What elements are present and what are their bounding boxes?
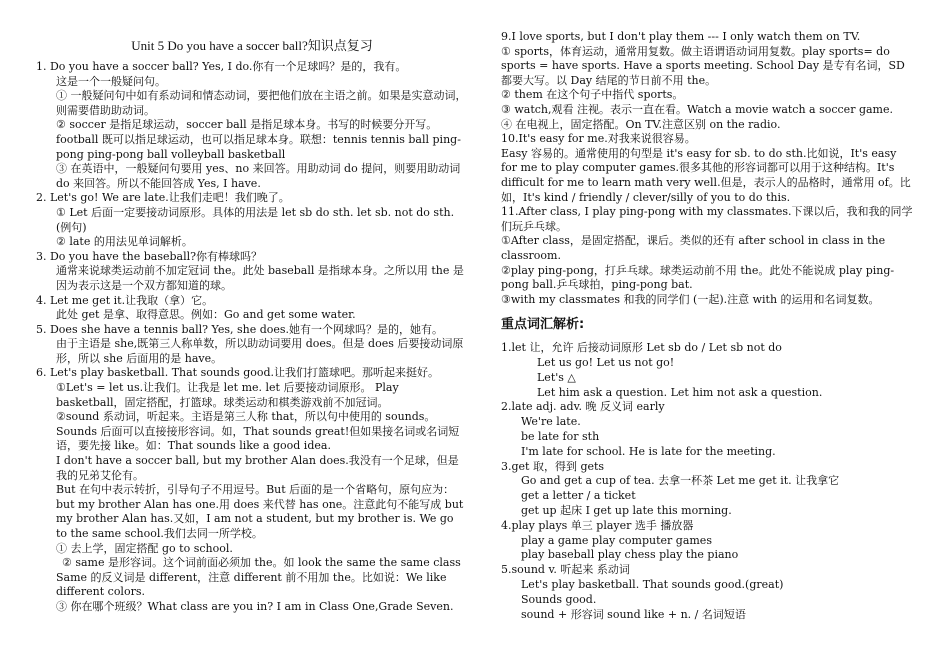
section-title: 重点词汇解析: <box>501 317 585 333</box>
vocab-body <box>501 341 913 622</box>
text-line: 由于主语是 she,既第三人称单数，所以助动词要用 does。但是 does 后要接动词原形，所以 she 后面用的是 have。 <box>56 337 464 365</box>
right-body <box>501 30 913 307</box>
text-line: 4. Let me get it.让我取（拿）它。 <box>36 293 214 307</box>
text-line: ① sports，体育运动，通常用复数。做主语谓语动词用复数。play sports= do sports = have sports. Have a sports meeting. School Day 是专有名词，SD 都要大写。以 Day 结尾的节日前不用 the。 <box>501 44 905 87</box>
text-line: 3. Do you have the baseball?你有棒球吗？ <box>36 249 263 263</box>
vocab-line: get up 起床 I get up late this morning. <box>521 504 732 518</box>
text-line: 6. Let's play basketball. That sounds good.让我们打篮球吧。那听起来挺好。 <box>36 366 440 380</box>
vocab-line: be late for sth <box>521 430 600 444</box>
text-line: 11.After class, I play ping-pong with my classmates.下课以后，我和我的同学们玩乒乓球。 <box>501 205 913 233</box>
text-line: 1. Do you have a soccer ball? Yes, I do.你有一个足球吗？是的，我有。 <box>36 60 407 73</box>
vocab-line: Let's △ <box>537 370 576 384</box>
text-line: 此处 get 是拿、取得意思。例如：Go and get some water. <box>56 308 356 322</box>
vocab-line: 4.play plays 单三 player 选手 播放器 <box>501 518 694 532</box>
vocab-line: Let's play basketball. That sounds good.(great) <box>521 578 784 592</box>
vocab-line: 3.get 取，得到 gets <box>501 459 605 473</box>
page-title: Unit 5 Do you have a soccer ball?知识点复习 <box>131 38 373 53</box>
text-line: I don't have a soccer ball, but my brother Alan does.我没有一个足球，但是我的兄弟艾伦有。 <box>56 454 459 482</box>
left-column <box>36 38 468 615</box>
text-line: ② them 在这个句子中指代 sports。 <box>501 88 684 102</box>
text-line: 5. Does she have a tennis ball? Yes, she does.她有一个网球吗？是的，她有。 <box>36 322 444 336</box>
text-line: 9.I love sports, but I don't play them --- I only watch them on TV. <box>501 30 861 43</box>
vocab-line: 5.sound v. 听起来 系动词 <box>501 563 630 577</box>
text-line: ④ 在电视上，固定搭配。On TV.注意区别 on the radio. <box>501 117 781 131</box>
text-line: ① 一般疑问句中如有系动词和情态动词，要把他们放在主语之前。如果是实意动词，则需要借助助动词。 <box>56 89 467 117</box>
vocab-line: I'm late for school. He is late for the meeting. <box>521 444 776 458</box>
text-line: Easy 容易的。通常使用的句型是 it's easy for sb. to do sth.比如说，It's easy for me to play computer games.很多其他的形容词都可以用于这种结构。It's difficult for me to learn math very well.但是，表示人的品格时，通常用 of。比如，It's kind / friendly / clever/silly of you to do this. <box>501 146 911 204</box>
vocab-line: Let him ask a question. Let him not ask a question. <box>537 385 823 399</box>
text-line: ①Let's = let us.让我们。让我是 let me. let 后要接动词原形。 Play basketball，固定搭配，打篮球。球类运动和棋类游戏前不加冠词。 <box>56 381 399 409</box>
text-line: Same 的反义词是 different，注意 different 前不用加 the。比如说：We like different colors. <box>56 570 447 599</box>
text-line: 10.It's easy for me.对我来说很容易。 <box>501 132 696 146</box>
vocab-line: play a game play computer games <box>521 533 712 547</box>
text-line: But 在句中表示转折，引导句子不用逗号。But 后面的是一个省略句，原句应为：but my brother Alan has one.用 does 来代替 has one。注意此句不能写成 but my brother Alan has.又如，I am not a student, but my brother is. We go to the same school.我们去同一所学校。 <box>56 483 464 540</box>
right-column <box>501 30 913 622</box>
text-line: 通常来说球类运动前不加定冠词 the。此处 baseball 是指球本身。之所以用 the 是因为表示这是一个双方都知道的球。 <box>56 264 464 292</box>
text-line: ② soccer 是指足球运动，soccer ball 是指足球本身。书写的时候要分开写。football 既可以指足球运动，也可以指足球本身。联想：tennis tennis ball ping-pong ping-pong ball volleyball basketball <box>56 118 461 161</box>
text-line: ②sound 系动词，听起来。主语是第三人称 that，所以句中使用的 sounds。Sounds 后面可以直接接形容词。如，That sounds great!但如果接名词或名词短语，要先接 like。如：That sounds like a good idea. <box>56 410 460 453</box>
text-line: 2. Let's go! We are late.让我们走吧！我们晚了。 <box>36 191 290 205</box>
vocab-line: We're late. <box>521 415 581 429</box>
text-line: ③ 你在哪个班级？What class are you in? I am in Class One,Grade Seven. <box>56 599 454 613</box>
text-line: ③with my classmates 和我的同学们 (一起).注意 with 的运用和名词复数。 <box>501 292 880 306</box>
text-line: ② late 的用法见单词解析。 <box>56 235 193 249</box>
vocab-line: Go and get a cup of tea. 去拿一杯茶 Let me get it. 让我拿它 <box>521 474 840 488</box>
vocab-line: 2.late adj. adv. 晚 反义词 early <box>501 400 665 414</box>
text-line: ① Let 后面一定要接动词原形。具体的用法是 let sb do sth. let sb. not do sth. (例句) <box>56 205 455 234</box>
left-body <box>36 60 468 615</box>
text-line: ③ 在英语中，一般疑问句要用 yes、no 来回答。用助动词 do 提问，则要用助动词 do 来回答。所以不能回答成 Yes, I have. <box>56 162 461 190</box>
vocab-line: get a letter / a ticket <box>521 489 636 503</box>
text-line: 这是一个一般疑问句。 <box>56 74 166 88</box>
vocab-line: sound + 形容词 sound like + n. / 名词短语 <box>521 607 746 621</box>
text-line: ① 去上学，固定搭配 go to school. <box>56 541 233 555</box>
text-line: ③ watch,观看 注视。表示一直在看。Watch a movie watch a soccer game. <box>501 102 893 116</box>
vocab-line: Let us go! Let us not go! <box>537 356 675 370</box>
text-line: ② same 是形容词。这个词前面必须加 the。如 look the same the same class <box>62 556 461 570</box>
vocab-line: play baseball play chess play the piano <box>521 548 739 562</box>
text-line: ①After class，是固定搭配，课后。类似的还有 after school in class in the classroom. <box>501 234 886 262</box>
text-line: ②play ping-pong，打乒乓球。球类运动前不用 the。此处不能说成 play ping-pong ball.乒乓球拍，ping-pong bat. <box>501 263 895 292</box>
vocab-line: 1.let 让，允许 后接动词原形 Let sb do / Let sb not do <box>501 341 782 355</box>
vocab-line: Sounds good. <box>521 592 597 606</box>
